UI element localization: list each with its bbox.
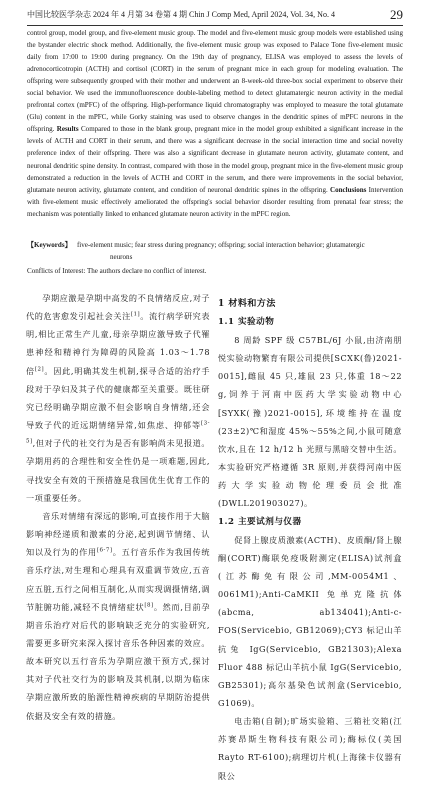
running-head [27, 9, 403, 23]
citation-ref: [8] [144, 601, 154, 608]
page-number: 29 [390, 7, 403, 22]
instruments-paragraph: 电击箱(自制);旷场实验箱、三箱社交箱(江苏赛昂斯生物科技有限公司);酶标仪(美国 Rayto RT-6100);病理切片机(上海徕卡仪器有限公 [218, 716, 402, 781]
conclusions-label: Conclusions [330, 185, 367, 194]
abstract-conclusions: Intervention with five-element music effectively ameliorated the offspring's social behavior disorder resulting from prenatal fear stress; the mechanism was potentially linked to enhanced glutamate neuron activity in the mPFC region. [27, 185, 403, 218]
abstract-block [27, 27, 403, 220]
reagents-paragraph: 促肾上腺皮质激素(ACTH)、皮质酮/肾上腺酮(CORT)酶联免疫吸附测定(ELISA)试剂盒(江苏酶免有限公司,MM-0054M1、0061M1);Anti-CaMKII 兔单克隆抗体(abcma, ab134041);Anti-c-FOS(Servicebio, GB12069);CY3 标记山羊抗兔 IgG(Servicebio, GB21303);Alexa Fluor 488 标记山羊抗小鼠 IgG(Servicebio, GB25301);高尔基染色试剂盒(Servicebio, G1069)。 [218, 534, 402, 708]
citation-ref: [2] [34, 365, 45, 372]
keywords-label: 【Keywords】 [27, 241, 72, 249]
subsection-heading: 1.1 实验动物 [218, 317, 275, 327]
header-rule [27, 25, 403, 26]
keywords-continuation: neurons [110, 253, 133, 261]
journal-citation: 中国比较医学杂志 2024 年 4 月第 34 卷第 4 期 Chin J Comp Med, April 2024, Vol. 34, No. 4 [27, 10, 335, 19]
citation-ref: [3-5] [26, 420, 210, 445]
abstract-results: Compared to those in the blank group, pregnant mice in the model group exhibited a significant increase in the levels of ACTH and CORT in their serum, and there was a significant decrease in the social interaction time and social novelty preference index of their offspring. There was also a significant decrease in glutamate neuron activity, glutamate content, and neuronal dendritic spine density. In contrast, compared with those in the model group, pregnant mice in the five-element music group demonstrated a reduction in the levels of ACTH and CORT in the serum, and there were improvements in the social behavior, glutamate neuron activity, glutamate content, and condition of neuronal dendritic spines in the offspring. [27, 125, 403, 194]
subsection-heading: 1.2 主要试剂与仪器 [218, 516, 302, 527]
section-heading: 1 材料和方法 [218, 299, 276, 309]
intro-paragraph-1: 孕期应激是孕期中高发的不良情绪反应,对子代的危害愈发引起社会关注[1]。流行病学研究表明,相比正常生产儿童,母亲孕期应激导致子代罹患神经和精神行为障碍的风险高 1.03～1.78 倍[2]。因此,明确其发生机制,探寻合适的治疗手段对于孕妇及其子代的健康都至关重要。既往研究已经明确孕期应激不但会影响自身情绪,还会导致子代的近远期情绪异常,如焦虑、抑郁等[3-5],但对子代的社交行为是否有影响尚未见报道。孕期用药的合理性和安全性仍是一项难题,因此,寻找安全有效的干预措施是我国优生优育工作的一项重要任务。 [26, 293, 210, 503]
intro-paragraph-2: 音乐对情绪有深远的影响,可直接作用于大脑影响神经递质和激素的分泌,起到调节情绪、认知以及行为的作用[6-7]。五行音乐作为我国传统音乐疗法,对生理和心理具有双重调节效应,五音应五脏,五行之间相互制化,从而实现调摄情绪,调节脏腑功能,减轻不良情绪症状[8]。然而,目前孕期音乐治疗对后代的影响缺乏充分的实验研究,需要更多研究来深入探讨音乐各种因素的效应。故本研究以五行音乐为孕期应激干预方式,探讨其对子代社交行为的影响及其机制,以期为临床孕期应激所致的胎源性精神疾病的早期防治提供依据及安全有效的措施。 [26, 510, 210, 721]
right-column [218, 295, 402, 785]
citation-ref: [6-7] [96, 547, 113, 554]
left-column [26, 289, 210, 725]
citation-ref: [1] [130, 311, 141, 318]
abstract-text [27, 27, 403, 220]
animals-paragraph: 8 周龄 SPF 级 C57BL/6J 小鼠,由济南朋悦实验动物繁育有限公司提供[SCXK(鲁)2021-0015],雌鼠 45 只,雄鼠 23 只,体重 18～22 g,饲养于河南中医药大学实验动物中心[SYXK(豫)2021-0015],环境维持在温度(23±2)℃和湿度 45%～55%之间,小鼠可随意饮水,且在 12 h/12 h 光照与黑暗交替中生活。本实验研究严格遵循 3R 原则,并获得河南中医药大学实验动物伦理委员会批准(DWLL201903027)。 [218, 335, 402, 509]
results-label: Results [56, 125, 79, 134]
conflicts-of-interest: Conflicts of Interest: The authors declare no conflict of interest. [27, 267, 207, 275]
keywords-line [27, 239, 403, 251]
keywords-text: five-element music; fear stress during pregnancy; offspring; social interaction behavior; glutamatergic [76, 241, 365, 249]
abstract-methods: control group, model group, and five-element music group. The model and five-element music group models were established using the bystander electric shock method. Additionally, the five-element music group was exposed to Palace Tone five-element music daily from 17:00 to 19:00 during pregnancy. On the 19th day of pregnancy, ELISA was employed to assess the levels of adrenocorticotropin (ACTH) and cortisol (CORT) in the serum of pregnant mice in each group for modeling evaluation. The offspring were subsequently grouped with their mother and underwent an 8-week-old three-box social experiment to observe their social behavior. We used the immunofluorescence double-labeling method to detect glutamatergic neuron activity in the medial prefrontal cortex (mPFC) of the offspring. High-performance liquid chromatography was employed to measure the total glutamate (Glu) content in the mPFC, while Gorky staining was used to observe changes in the dendritic spines of mPFC neurons in the offspring. [27, 29, 403, 134]
